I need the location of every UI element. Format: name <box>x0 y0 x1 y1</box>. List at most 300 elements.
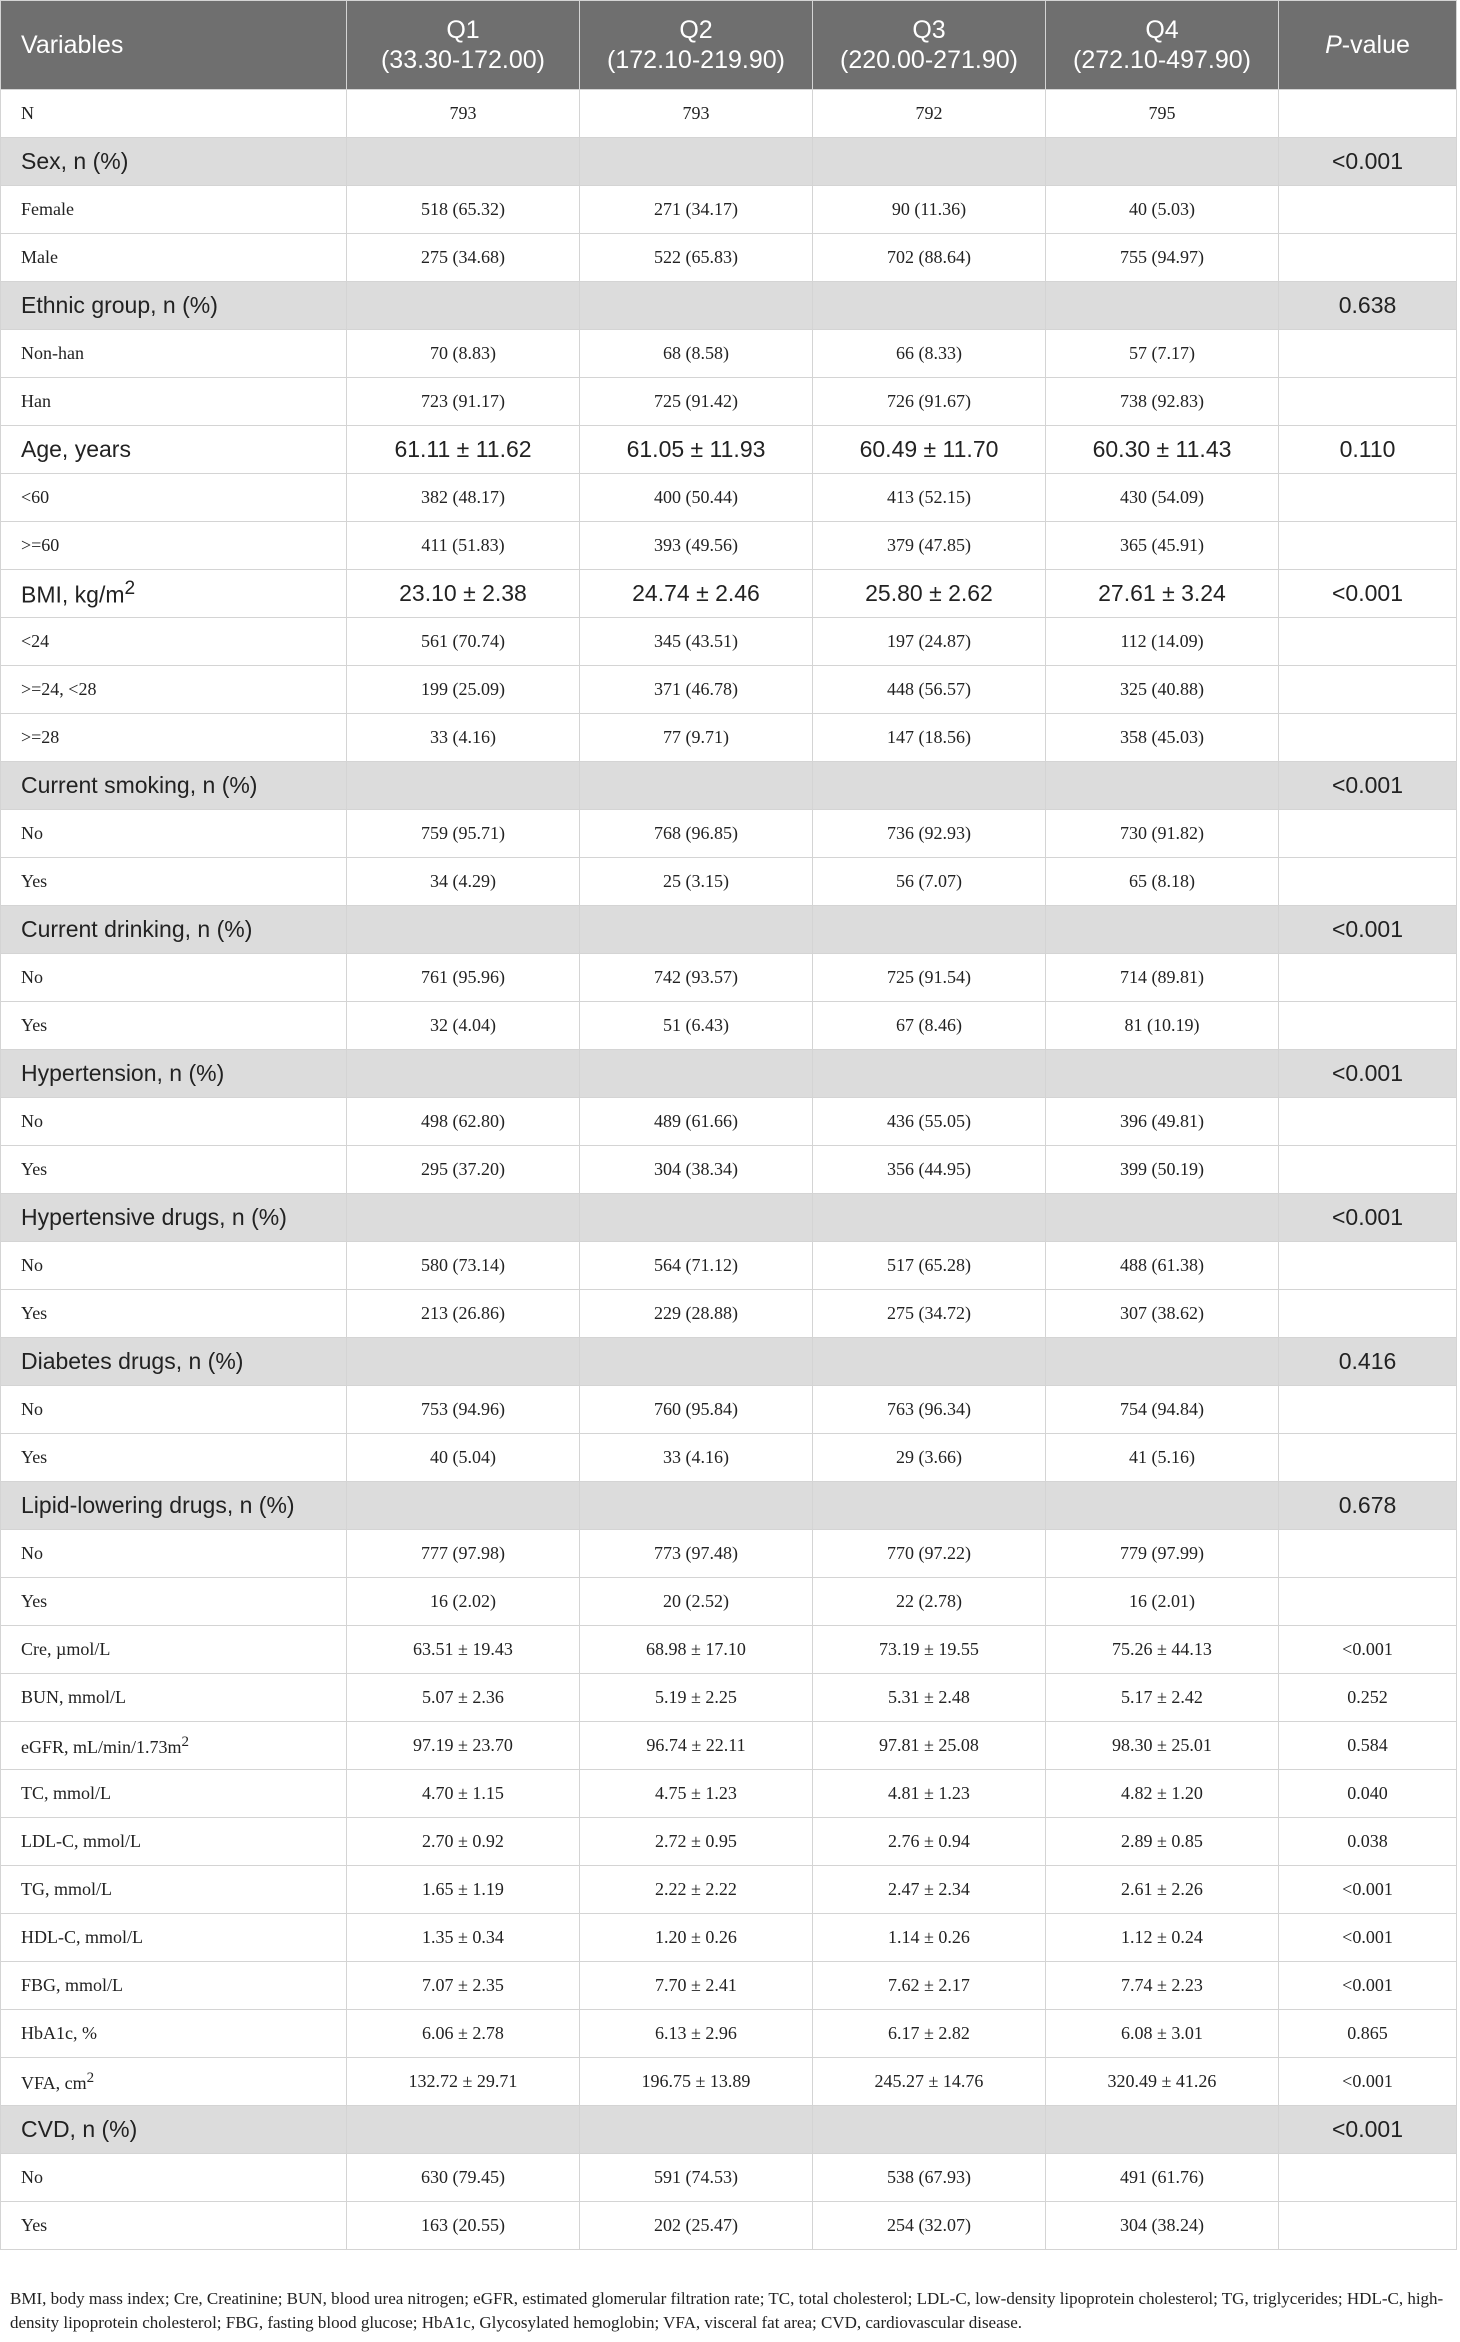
group-header-row <box>1 1194 1457 1242</box>
cell-q3 <box>813 762 1046 810</box>
cell-q1 <box>347 138 580 186</box>
row-label <box>1 1530 347 1578</box>
cell-q4: 304 (38.24) <box>1046 2202 1279 2250</box>
cell-q2 <box>580 2106 813 2154</box>
cell-q3 <box>813 1050 1046 1098</box>
row-label <box>1 1194 347 1242</box>
row-label <box>1 1578 347 1626</box>
p-value-cell <box>1279 1290 1457 1338</box>
row-label <box>1 378 347 426</box>
cell-q1: 275 (34.68) <box>347 234 580 282</box>
cell-q3: 245.27 ± 14.76 <box>813 2058 1046 2106</box>
p-value-cell <box>1279 1098 1457 1146</box>
cell-q2 <box>580 138 813 186</box>
table-row <box>1 810 1457 858</box>
cell-q4: 488 (61.38) <box>1046 1242 1279 1290</box>
row-label-text: VFA, cm <box>21 2072 87 2093</box>
cell-q3: 254 (32.07) <box>813 2202 1046 2250</box>
row-label <box>1 570 347 618</box>
row-label <box>1 234 347 282</box>
p-value-cell <box>1279 810 1457 858</box>
cell-q1: 498 (62.80) <box>347 1098 580 1146</box>
table-row <box>1 2010 1457 2058</box>
row-label-text: BUN, mmol/L <box>21 1687 127 1707</box>
cell-q2: 725 (91.42) <box>580 378 813 426</box>
cell-q1: 32 (4.04) <box>347 1002 580 1050</box>
cell-q2: 345 (43.51) <box>580 618 813 666</box>
row-label-text: TG, mmol/L <box>21 1879 112 1899</box>
row-label-text: No <box>21 2167 43 2187</box>
p-value-cell: <0.001 <box>1279 1914 1457 1962</box>
cell-q3 <box>813 1338 1046 1386</box>
cell-q4: 430 (54.09) <box>1046 474 1279 522</box>
p-value-cell <box>1279 714 1457 762</box>
cell-q3: 22 (2.78) <box>813 1578 1046 1626</box>
table-row <box>1 1434 1457 1482</box>
row-label <box>1 1050 347 1098</box>
row-label <box>1 1098 347 1146</box>
cell-q2: 25 (3.15) <box>580 858 813 906</box>
cell-q3: 356 (44.95) <box>813 1146 1046 1194</box>
cell-q2: 304 (38.34) <box>580 1146 813 1194</box>
p-value-cell <box>1279 234 1457 282</box>
table-row <box>1 2058 1457 2106</box>
cell-q4: 57 (7.17) <box>1046 330 1279 378</box>
p-value-cell: 0.584 <box>1279 1722 1457 1770</box>
p-value-cell: <0.001 <box>1279 138 1457 186</box>
cell-q1: 199 (25.09) <box>347 666 580 714</box>
cell-q3 <box>813 1194 1046 1242</box>
row-label-text: Yes <box>21 1303 48 1323</box>
row-label <box>1 666 347 714</box>
row-label <box>1 186 347 234</box>
p-value-cell <box>1279 666 1457 714</box>
row-label-text: >=60 <box>21 535 60 555</box>
cell-q1: 97.19 ± 23.70 <box>347 1722 580 1770</box>
row-label <box>1 426 347 474</box>
cell-q3: 2.76 ± 0.94 <box>813 1818 1046 1866</box>
cell-q1 <box>347 1194 580 1242</box>
row-label <box>1 1626 347 1674</box>
header-q3-name: Q3 <box>912 16 946 44</box>
row-label-text: <60 <box>21 487 50 507</box>
row-label-text: Yes <box>21 1159 48 1179</box>
row-label-text: Lipid-lowering drugs, n (%) <box>21 1492 295 1518</box>
p-value-cell: <0.001 <box>1279 1194 1457 1242</box>
header-p-rest: -value <box>1341 31 1410 59</box>
cell-q2: 196.75 ± 13.89 <box>580 2058 813 2106</box>
header-row <box>1 1 1457 90</box>
cell-q3: 538 (67.93) <box>813 2154 1046 2202</box>
header-p-italic: P <box>1325 31 1342 59</box>
table-row <box>1 1098 1457 1146</box>
row-label <box>1 138 347 186</box>
cell-q3: 4.81 ± 1.23 <box>813 1770 1046 1818</box>
cell-q4 <box>1046 282 1279 330</box>
row-label <box>1 2010 347 2058</box>
row-label-text: LDL-C, mmol/L <box>21 1831 141 1851</box>
cell-q1: 723 (91.17) <box>347 378 580 426</box>
table-row <box>1 1290 1457 1338</box>
p-value-cell: <0.001 <box>1279 2058 1457 2106</box>
table-row <box>1 570 1457 618</box>
row-label <box>1 1914 347 1962</box>
cell-q4: 358 (45.03) <box>1046 714 1279 762</box>
row-label <box>1 2154 347 2202</box>
p-value-cell <box>1279 330 1457 378</box>
row-label <box>1 762 347 810</box>
cell-q2: 202 (25.47) <box>580 2202 813 2250</box>
p-value-cell: 0.865 <box>1279 2010 1457 2058</box>
cell-q1 <box>347 1482 580 1530</box>
table-row <box>1 186 1457 234</box>
cell-q3: 702 (88.64) <box>813 234 1046 282</box>
cell-q3 <box>813 138 1046 186</box>
row-label-text: >=28 <box>21 727 60 747</box>
row-label-text: HbA1c, % <box>21 2023 97 2043</box>
row-label-text: No <box>21 1399 43 1419</box>
cell-q2: 33 (4.16) <box>580 1434 813 1482</box>
row-label <box>1 2058 347 2106</box>
p-value-cell <box>1279 1530 1457 1578</box>
cell-q2: 564 (71.12) <box>580 1242 813 1290</box>
cell-q4: 779 (97.99) <box>1046 1530 1279 1578</box>
table-row <box>1 1914 1457 1962</box>
cell-q2: 6.13 ± 2.96 <box>580 2010 813 2058</box>
cell-q2: 5.19 ± 2.25 <box>580 1674 813 1722</box>
p-value-cell: 0.416 <box>1279 1338 1457 1386</box>
p-value-cell <box>1279 1578 1457 1626</box>
cell-q2: 2.22 ± 2.22 <box>580 1866 813 1914</box>
table-row <box>1 426 1457 474</box>
cell-q1: 70 (8.83) <box>347 330 580 378</box>
cell-q1: 295 (37.20) <box>347 1146 580 1194</box>
row-label <box>1 714 347 762</box>
p-value-cell: 0.038 <box>1279 1818 1457 1866</box>
p-value-cell: <0.001 <box>1279 906 1457 954</box>
row-label-text: Yes <box>21 1447 48 1467</box>
p-value-cell <box>1279 1242 1457 1290</box>
cell-q1: 759 (95.71) <box>347 810 580 858</box>
cell-q3: 736 (92.93) <box>813 810 1046 858</box>
cell-q4: 41 (5.16) <box>1046 1434 1279 1482</box>
cell-q3 <box>813 2106 1046 2154</box>
p-value-cell: <0.001 <box>1279 1866 1457 1914</box>
cell-q2: 742 (93.57) <box>580 954 813 1002</box>
cell-q3: 147 (18.56) <box>813 714 1046 762</box>
cell-q4: 27.61 ± 3.24 <box>1046 570 1279 618</box>
cell-q2: 768 (96.85) <box>580 810 813 858</box>
row-label-text: eGFR, mL/min/1.73m <box>21 1736 182 1757</box>
cell-q4: 75.26 ± 44.13 <box>1046 1626 1279 1674</box>
cell-q3: 725 (91.54) <box>813 954 1046 1002</box>
cell-q4: 325 (40.88) <box>1046 666 1279 714</box>
row-label-text: Yes <box>21 1591 48 1611</box>
cell-q4: 714 (89.81) <box>1046 954 1279 1002</box>
cell-q4 <box>1046 1482 1279 1530</box>
cell-q2 <box>580 1338 813 1386</box>
cell-q4 <box>1046 1194 1279 1242</box>
row-label <box>1 1962 347 2010</box>
cell-q1: 16 (2.02) <box>347 1578 580 1626</box>
cell-q3 <box>813 282 1046 330</box>
row-label <box>1 1386 347 1434</box>
p-value-cell: <0.001 <box>1279 1626 1457 1674</box>
cell-q4: 16 (2.01) <box>1046 1578 1279 1626</box>
header-q1 <box>347 1 580 90</box>
cell-q4: 40 (5.03) <box>1046 186 1279 234</box>
cell-q3: 6.17 ± 2.82 <box>813 2010 1046 2058</box>
cell-q1: 753 (94.96) <box>347 1386 580 1434</box>
table-row <box>1 1578 1457 1626</box>
table-row <box>1 858 1457 906</box>
cell-q1: 23.10 ± 2.38 <box>347 570 580 618</box>
row-label-text: N <box>21 103 34 123</box>
cell-q4 <box>1046 906 1279 954</box>
header-q3-range: (220.00-271.90) <box>840 46 1018 74</box>
p-value-cell: <0.001 <box>1279 2106 1457 2154</box>
table-row <box>1 1242 1457 1290</box>
cell-q3: 1.14 ± 0.26 <box>813 1914 1046 1962</box>
row-label-text: Sex, n (%) <box>21 148 129 174</box>
cell-q4: 7.74 ± 2.23 <box>1046 1962 1279 2010</box>
header-q3 <box>813 1 1046 90</box>
cell-q1: 132.72 ± 29.71 <box>347 2058 580 2106</box>
table-row <box>1 474 1457 522</box>
header-q4-name: Q4 <box>1145 16 1179 44</box>
cell-q2: 760 (95.84) <box>580 1386 813 1434</box>
cell-q1: 1.35 ± 0.34 <box>347 1914 580 1962</box>
cell-q4: 320.49 ± 41.26 <box>1046 2058 1279 2106</box>
cell-q4 <box>1046 1050 1279 1098</box>
p-value-cell <box>1279 1002 1457 1050</box>
row-label <box>1 618 347 666</box>
cell-q2: 20 (2.52) <box>580 1578 813 1626</box>
cell-q2: 773 (97.48) <box>580 1530 813 1578</box>
cell-q1: 561 (70.74) <box>347 618 580 666</box>
cell-q1 <box>347 1338 580 1386</box>
cell-q1 <box>347 282 580 330</box>
row-label <box>1 1002 347 1050</box>
table-row <box>1 1386 1457 1434</box>
row-label <box>1 954 347 1002</box>
row-label <box>1 1482 347 1530</box>
row-label-text: Yes <box>21 871 48 891</box>
cell-q2 <box>580 762 813 810</box>
cell-q1: 61.11 ± 11.62 <box>347 426 580 474</box>
row-label-text: Hypertensive drugs, n (%) <box>21 1204 287 1230</box>
row-label <box>1 2202 347 2250</box>
cell-q4: 5.17 ± 2.42 <box>1046 1674 1279 1722</box>
unit-superscript: 2 <box>86 2069 95 2086</box>
p-value-cell: 0.110 <box>1279 426 1457 474</box>
header-p-value <box>1279 1 1457 90</box>
cell-q2: 489 (61.66) <box>580 1098 813 1146</box>
row-label-text: Female <box>21 199 74 219</box>
cell-q2: 77 (9.71) <box>580 714 813 762</box>
table-header <box>1 1 1457 90</box>
table-row <box>1 954 1457 1002</box>
cell-q1: 5.07 ± 2.36 <box>347 1674 580 1722</box>
cell-q3: 792 <box>813 90 1046 138</box>
row-label <box>1 1338 347 1386</box>
cell-q2 <box>580 282 813 330</box>
table-row <box>1 1002 1457 1050</box>
header-q1-range: (33.30-172.00) <box>380 46 545 74</box>
cell-q3: 25.80 ± 2.62 <box>813 570 1046 618</box>
cell-q2: 522 (65.83) <box>580 234 813 282</box>
cell-q2 <box>580 906 813 954</box>
cell-q2: 61.05 ± 11.93 <box>580 426 813 474</box>
row-label-text: Hypertension, n (%) <box>21 1060 225 1086</box>
cell-q2: 7.70 ± 2.41 <box>580 1962 813 2010</box>
cell-q1: 40 (5.04) <box>347 1434 580 1482</box>
p-value-cell <box>1279 186 1457 234</box>
row-label-text: Current smoking, n (%) <box>21 772 258 798</box>
cell-q3: 66 (8.33) <box>813 330 1046 378</box>
row-label-text: No <box>21 823 43 843</box>
cell-q2: 1.20 ± 0.26 <box>580 1914 813 1962</box>
cell-q3: 763 (96.34) <box>813 1386 1046 1434</box>
group-header-row <box>1 138 1457 186</box>
cell-q4: 365 (45.91) <box>1046 522 1279 570</box>
p-value-cell: <0.001 <box>1279 1050 1457 1098</box>
cell-q3: 29 (3.66) <box>813 1434 1046 1482</box>
row-label-text: HDL-C, mmol/L <box>21 1927 143 1947</box>
header-q4 <box>1046 1 1279 90</box>
row-label-text: No <box>21 1255 43 1275</box>
row-label-text: TC, mmol/L <box>21 1783 111 1803</box>
cell-q3: 90 (11.36) <box>813 186 1046 234</box>
row-label <box>1 330 347 378</box>
p-value-cell: 0.678 <box>1279 1482 1457 1530</box>
cell-q3: 60.49 ± 11.70 <box>813 426 1046 474</box>
p-value-cell <box>1279 2202 1457 2250</box>
row-label <box>1 282 347 330</box>
cell-q4: 730 (91.82) <box>1046 810 1279 858</box>
cell-q1: 793 <box>347 90 580 138</box>
cell-q2 <box>580 1482 813 1530</box>
row-label-text: FBG, mmol/L <box>21 1975 124 1995</box>
p-value-cell <box>1279 1386 1457 1434</box>
cell-q4: 98.30 ± 25.01 <box>1046 1722 1279 1770</box>
header-q4-range: (272.10-497.90) <box>1073 46 1251 74</box>
table-row <box>1 1530 1457 1578</box>
cell-q3: 67 (8.46) <box>813 1002 1046 1050</box>
cell-q2: 2.72 ± 0.95 <box>580 1818 813 1866</box>
p-value-cell <box>1279 474 1457 522</box>
p-value-cell: <0.001 <box>1279 762 1457 810</box>
table-row <box>1 234 1457 282</box>
cell-q2: 393 (49.56) <box>580 522 813 570</box>
row-label-text: No <box>21 967 43 987</box>
cell-q3 <box>813 1482 1046 1530</box>
cell-q3 <box>813 906 1046 954</box>
header-variables: Variables <box>1 1 347 90</box>
table-row <box>1 618 1457 666</box>
row-label-text: <24 <box>21 631 50 651</box>
cell-q1: 6.06 ± 2.78 <box>347 2010 580 2058</box>
cell-q2: 51 (6.43) <box>580 1002 813 1050</box>
cell-q1: 4.70 ± 1.15 <box>347 1770 580 1818</box>
group-header-row <box>1 1338 1457 1386</box>
row-label-text: Ethnic group, n (%) <box>21 292 218 318</box>
cell-q3: 726 (91.67) <box>813 378 1046 426</box>
cell-q4: 112 (14.09) <box>1046 618 1279 666</box>
cell-q3: 379 (47.85) <box>813 522 1046 570</box>
row-label-text: Yes <box>21 1015 48 1035</box>
cell-q2: 271 (34.17) <box>580 186 813 234</box>
group-header-row <box>1 282 1457 330</box>
cell-q4 <box>1046 762 1279 810</box>
cell-q3: 197 (24.87) <box>813 618 1046 666</box>
p-value-cell: 0.638 <box>1279 282 1457 330</box>
table-row <box>1 714 1457 762</box>
cell-q4: 2.61 ± 2.26 <box>1046 1866 1279 1914</box>
cell-q1: 580 (73.14) <box>347 1242 580 1290</box>
cell-q3: 770 (97.22) <box>813 1530 1046 1578</box>
table-row <box>1 1866 1457 1914</box>
row-label <box>1 1434 347 1482</box>
p-value-cell <box>1279 522 1457 570</box>
table-row <box>1 1818 1457 1866</box>
cell-q1: 7.07 ± 2.35 <box>347 1962 580 2010</box>
row-label <box>1 1290 347 1338</box>
group-header-row <box>1 1050 1457 1098</box>
cell-q4: 1.12 ± 0.24 <box>1046 1914 1279 1962</box>
cell-q1: 63.51 ± 19.43 <box>347 1626 580 1674</box>
cell-q4 <box>1046 2106 1279 2154</box>
row-label <box>1 1146 347 1194</box>
row-label <box>1 522 347 570</box>
p-value-cell <box>1279 618 1457 666</box>
cell-q4: 755 (94.97) <box>1046 234 1279 282</box>
row-label-text: CVD, n (%) <box>21 2116 138 2142</box>
cell-q2: 68 (8.58) <box>580 330 813 378</box>
cell-q4: 491 (61.76) <box>1046 2154 1279 2202</box>
cell-q4: 65 (8.18) <box>1046 858 1279 906</box>
table-row <box>1 1962 1457 2010</box>
cell-q1: 34 (4.29) <box>347 858 580 906</box>
table-body <box>1 90 1457 2250</box>
cell-q2: 24.74 ± 2.46 <box>580 570 813 618</box>
cell-q2: 96.74 ± 22.11 <box>580 1722 813 1770</box>
row-label-text: BMI, kg/m <box>21 581 125 608</box>
row-label-text: Non-han <box>21 343 84 363</box>
cell-q4: 60.30 ± 11.43 <box>1046 426 1279 474</box>
cell-q1: 777 (97.98) <box>347 1530 580 1578</box>
row-label <box>1 1818 347 1866</box>
cell-q3: 5.31 ± 2.48 <box>813 1674 1046 1722</box>
table-row <box>1 2154 1457 2202</box>
cell-q2 <box>580 1194 813 1242</box>
row-label-text: Yes <box>21 2215 48 2235</box>
row-label <box>1 1770 347 1818</box>
table-row <box>1 666 1457 714</box>
p-value-cell: 0.252 <box>1279 1674 1457 1722</box>
unit-superscript: 2 <box>124 578 136 600</box>
cell-q4: 307 (38.62) <box>1046 1290 1279 1338</box>
row-label-text: Diabetes drugs, n (%) <box>21 1348 244 1374</box>
header-q2-name: Q2 <box>679 16 713 44</box>
unit-superscript: 2 <box>181 1733 190 1750</box>
table-row <box>1 2202 1457 2250</box>
p-value-cell <box>1279 954 1457 1002</box>
cell-q2: 793 <box>580 90 813 138</box>
cell-q3: 436 (55.05) <box>813 1098 1046 1146</box>
p-value-cell: <0.001 <box>1279 570 1457 618</box>
row-label <box>1 474 347 522</box>
